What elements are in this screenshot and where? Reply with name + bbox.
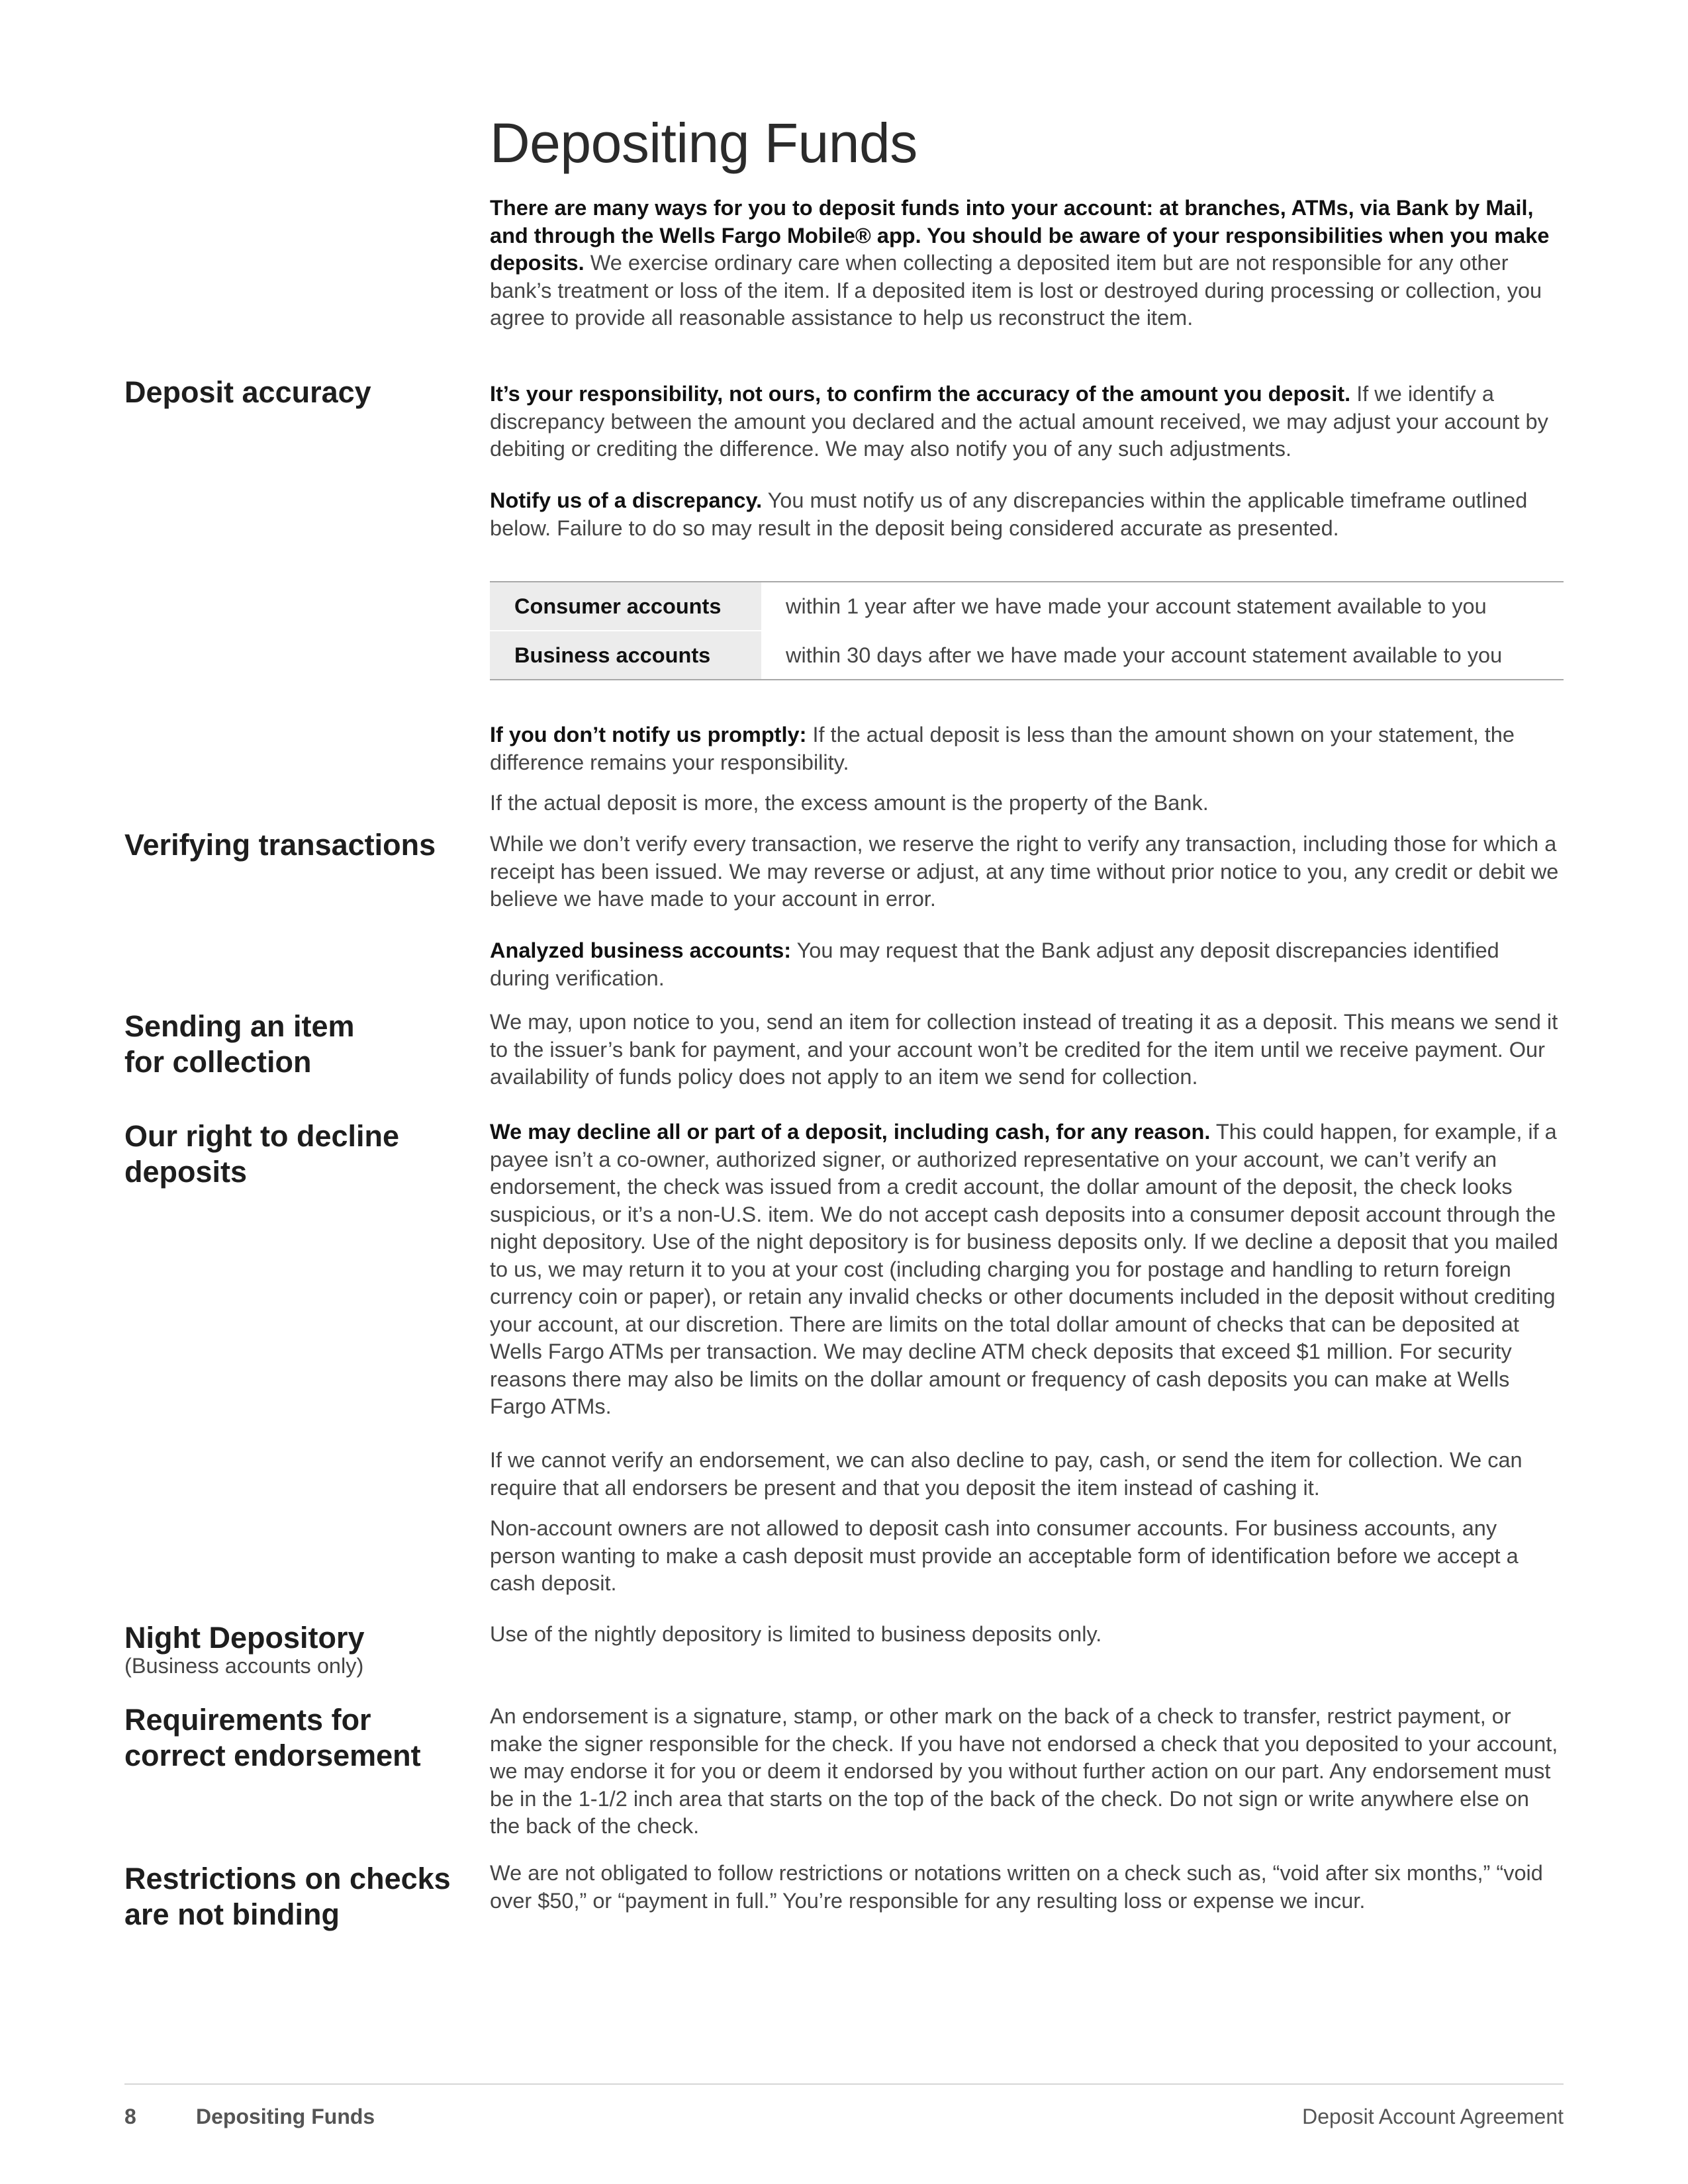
notify-bold: Notify us of a discrepancy.: [490, 488, 763, 512]
intro-bold-text: There are many ways for you to deposit funds into your account: at branches, ATMs, via Bank by Mail, and through the Wells Fargo Mobile® app. You should be aware of your responsibilities when you make deposits.: [490, 196, 1550, 275]
footer-document-title: Deposit Account Agreement: [1302, 2105, 1564, 2128]
table-row-label: Consumer accounts: [490, 582, 761, 631]
decline-heading-line2: deposits: [124, 1155, 248, 1189]
table-row: [490, 582, 1564, 631]
collection-paragraph: We may, upon notice to you, send an item for collection instead of treating it as a deposit. This means we send it to the issuer’s bank for payment, and your account won’t be credited for the item until we receive payment. Our availability of funds policy does not apply to an item we send for collection.: [490, 1010, 1558, 1089]
table-row-label: Business accounts: [490, 631, 761, 680]
night-depository-subheading: (Business accounts only): [124, 1654, 364, 1678]
decline-paragraph: [490, 1118, 1562, 1421]
night-depository-heading: Night Depository: [124, 1621, 365, 1655]
collection-heading-line2: for collection: [124, 1045, 312, 1079]
footer-divider: [124, 2083, 1564, 2085]
table-row: [490, 631, 1564, 680]
footer-page-number: 8: [124, 2105, 136, 2128]
endorsement-heading-line1: Requirements for: [124, 1703, 371, 1737]
verifying-paragraph: While we don’t verify every transaction, we reserve the right to verify any transaction, including those for which a receipt has been issued. We may reverse or adjust, at any time without prior notice to you, any credit or debit we believe we have made to your account in error.: [490, 832, 1559, 911]
endorsement-heading: [124, 1702, 469, 1774]
collection-heading-line1: Sending an item: [124, 1009, 355, 1043]
endorsement-paragraph: An endorsement is a signature, stamp, or other mark on the back of a check to transfer, restrict payment, or make the signer responsible for the check. If you have not endorsed a check that you deposited to your account, we may endorse it for you or deem it endorsed by you without further action on our part. Any endorsement must be in the 1-1/2 inch area that starts on the top of the back of the check. Do not sign or write anywhere else on the back of the check.: [490, 1704, 1558, 1838]
decline-heading-line1: Our right to decline: [124, 1119, 400, 1153]
night-depository-paragraph: Use of the nightly depository is limited to business deposits only.: [490, 1622, 1102, 1646]
endorsement-verify-paragraph: If we cannot verify an endorsement, we can also decline to pay, cash, or send the item for collection. We can require that all endorsers be present and that you deposit the item instead of cashing it.: [490, 1448, 1523, 1500]
restrictions-heading-line2: are not binding: [124, 1897, 340, 1931]
deposit-accuracy-heading: Deposit accuracy: [124, 375, 371, 409]
restrictions-heading: [124, 1861, 469, 1933]
decline-bold: We may decline all or part of a deposit, including cash, for any reason.: [490, 1120, 1211, 1144]
decline-text: This could happen, for example, if a payee isn’t a co-owner, authorized signer, or authorized representative on your account, we can’t verify an endorsement, the check was issued from a credit account, the dollar amount of the deposit, the check looks suspicious, or it’s a non-U.S. item. We do not accept cash deposits into a consumer deposit account through the night depository. Use of the night depository is for business deposits only. If we decline a deposit that you mailed to us, we may return it to you at your cost (including charging you for postage and handling to return foreign currency coin or paper), or retain any invalid checks or other documents included in the deposit without crediting your account, at our discretion. There are limits on the total dollar amount of checks that can be deposited at Wells Fargo ATMs per transaction. We may decline ATM check deposits that exceed $1 million. For security reasons there may also be limits on the dollar amount or frequency of cash deposits you can make at Wells Fargo ATMs.: [490, 1120, 1558, 1418]
deposit-accuracy-paragraph: [490, 381, 1562, 463]
decline-heading: [124, 1118, 469, 1190]
deposit-accuracy-text: If we identify a discrepancy between the amount you declared and the actual amount received, we may adjust your account by debiting or crediting the difference. We may also notify you of any such adjustments.: [490, 382, 1548, 461]
collection-heading: [124, 1009, 469, 1080]
endorsement-heading-line2: correct endorsement: [124, 1739, 421, 1772]
notify-text: You must notify us of any discrepancies within the applicable timeframe outlined below. Failure to do so may result in the deposit being considered accurate as presented.: [490, 488, 1528, 540]
intro-text: We exercise ordinary care when collecting a deposited item but are not responsible for any other bank’s treatment or loss of the item. If a deposited item is lost or destroyed during processing or collection, you agree to provide all reasonable assistance to help us reconstruct the item.: [490, 251, 1542, 330]
deposit-accuracy-bold: It’s your responsibility, not ours, to confirm the accuracy of the amount you deposit.: [490, 382, 1351, 406]
page-title: Depositing Funds: [490, 112, 917, 174]
verifying-heading: Verifying transactions: [124, 828, 436, 862]
analyzed-bold: Analyzed business accounts:: [490, 938, 792, 962]
notify-paragraph: [490, 487, 1562, 542]
not-notify-paragraph: [490, 721, 1562, 776]
not-notify-bold: If you don’t notify us promptly:: [490, 723, 807, 747]
table-row-value: within 1 year after we have made your account statement available to you: [786, 594, 1487, 618]
table-row-value: within 30 days after we have made your account statement available to you: [761, 631, 1564, 680]
discrepancy-timeframe-table: [490, 581, 1564, 680]
analyzed-paragraph: [490, 937, 1562, 992]
intro-paragraph: [490, 195, 1562, 332]
restrictions-paragraph: We are not obligated to follow restrictions or notations written on a check such as, “void after six months,” “void over $50,” or “payment in full.” You’re responsible for any resulting loss or expense we incur.: [490, 1861, 1543, 1913]
analyzed-text: You may request that the Bank adjust any deposit discrepancies identified during verification.: [490, 938, 1499, 990]
excess-paragraph: If the actual deposit is more, the excess amount is the property of the Bank.: [490, 791, 1209, 815]
non-account-owners-paragraph: Non-account owners are not allowed to deposit cash into consumer accounts. For business accounts, any person wanting to make a cash deposit must provide an acceptable form of identification before we accept a cash deposit.: [490, 1516, 1519, 1595]
footer-section-title: Depositing Funds: [196, 2105, 375, 2128]
not-notify-text: If the actual deposit is less than the amount shown on your statement, the difference remains your responsibility.: [490, 723, 1515, 774]
restrictions-heading-line1: Restrictions on checks: [124, 1862, 451, 1895]
